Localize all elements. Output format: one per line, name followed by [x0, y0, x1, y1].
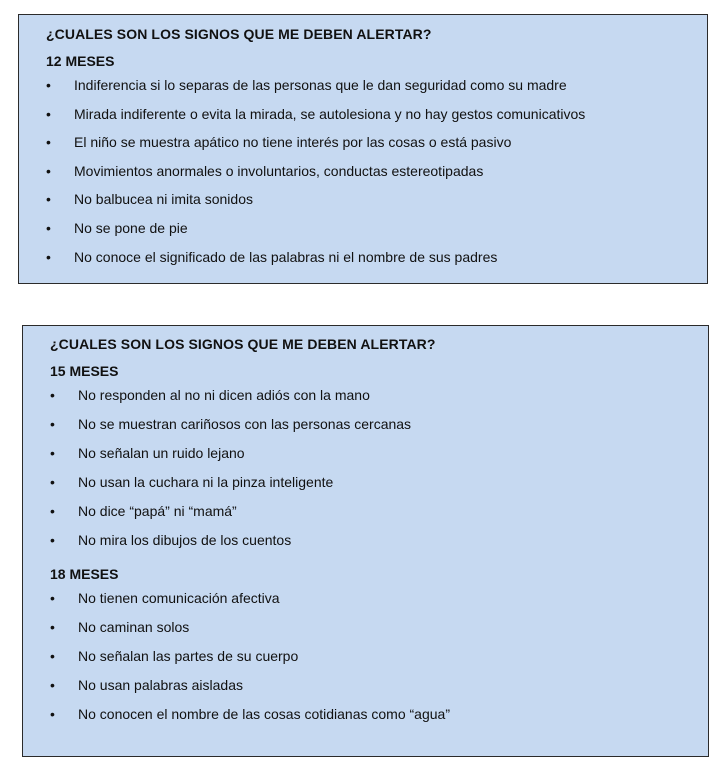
bullet-icon: •: [50, 503, 55, 519]
list-item: [46, 133, 707, 151]
card-heading: ¿CUALES SON LOS SIGNOS QUE ME DEBEN ALERTAR?: [46, 26, 432, 42]
list-item-text: No conocen el nombre de las cosas cotidianas como “agua”: [78, 706, 450, 722]
list-item-text: El niño se muestra apático no tiene interés por las cosas o está pasivo: [74, 134, 512, 151]
alert-signs-card-15-18-months: [22, 325, 709, 757]
bullet-icon: •: [46, 105, 51, 122]
list-item: [46, 248, 707, 266]
bullet-icon: •: [50, 532, 55, 548]
bullet-icon: •: [46, 134, 51, 151]
list-item: [50, 444, 708, 462]
list-item-text: No señalan las partes de su cuerpo: [78, 648, 299, 664]
list-item-text: No responden al no ni dicen adiós con la mano: [78, 387, 370, 403]
bullet-icon: •: [50, 416, 55, 432]
card-heading: ¿CUALES SON LOS SIGNOS QUE ME DEBEN ALERTAR?: [50, 336, 436, 352]
list-item: [50, 618, 708, 636]
list-item: [50, 531, 708, 549]
list-item: [50, 705, 708, 723]
list-item-text: No caminan solos: [78, 619, 190, 635]
list-item-text: No usan la cuchara ni la pinza inteligente: [78, 474, 334, 490]
age-heading-15-months: 15 MESES: [50, 363, 119, 379]
list-item: [46, 105, 707, 123]
bullet-icon: •: [50, 387, 55, 403]
list-item-text: No se muestran cariñosos con las personas cercanas: [78, 416, 412, 432]
list-item-text: Movimientos anormales o involuntarios, conductas estereotipadas: [74, 162, 484, 179]
list-item: [50, 386, 708, 404]
list-item: [50, 502, 708, 520]
signs-list-12-months: [46, 76, 707, 266]
list-item-text: No señalan un ruido lejano: [78, 445, 245, 461]
list-item-text: Mirada indiferente o evita la mirada, se autolesiona y no hay gestos comunicativos: [74, 105, 586, 122]
list-item: [50, 647, 708, 665]
signs-list-15-months: [50, 386, 708, 549]
bullet-icon: •: [50, 590, 55, 606]
bullet-icon: •: [46, 162, 51, 179]
bullet-icon: •: [50, 445, 55, 461]
age-heading-12-months: 12 MESES: [46, 53, 115, 69]
list-item-text: No tienen comunicación afectiva: [78, 590, 280, 606]
bullet-icon: •: [50, 648, 55, 664]
alert-signs-card-12-months: [18, 14, 708, 284]
list-item-text: No se pone de pie: [74, 219, 188, 236]
list-item: [50, 589, 708, 607]
bullet-icon: •: [46, 191, 51, 208]
bullet-icon: •: [50, 677, 55, 693]
signs-list-18-months: [50, 589, 708, 723]
list-item-text: Indiferencia si lo separas de las personas que le dan seguridad como su madre: [74, 77, 567, 93]
bullet-icon: •: [50, 619, 55, 635]
list-item-text: No balbucea ni imita sonidos: [74, 191, 253, 208]
list-item: [50, 473, 708, 491]
list-item: [46, 219, 707, 237]
list-item-text: No usan palabras aisladas: [78, 677, 243, 693]
bullet-icon: •: [50, 474, 55, 490]
age-heading-18-months: 18 MESES: [50, 566, 119, 582]
list-item: [50, 415, 708, 433]
list-item-text: No conoce el significado de las palabras ni el nombre de sus padres: [74, 248, 498, 265]
list-item: [46, 76, 707, 94]
bullet-icon: •: [50, 706, 55, 722]
list-item: [50, 676, 708, 694]
bullet-icon: •: [46, 219, 51, 236]
bullet-icon: •: [46, 77, 51, 93]
bullet-icon: •: [46, 248, 51, 265]
list-item: [46, 162, 707, 180]
list-item-text: No mira los dibujos de los cuentos: [78, 532, 292, 548]
list-item: [46, 190, 707, 208]
list-item-text: No dice “papá” ni “mamá”: [78, 503, 237, 519]
